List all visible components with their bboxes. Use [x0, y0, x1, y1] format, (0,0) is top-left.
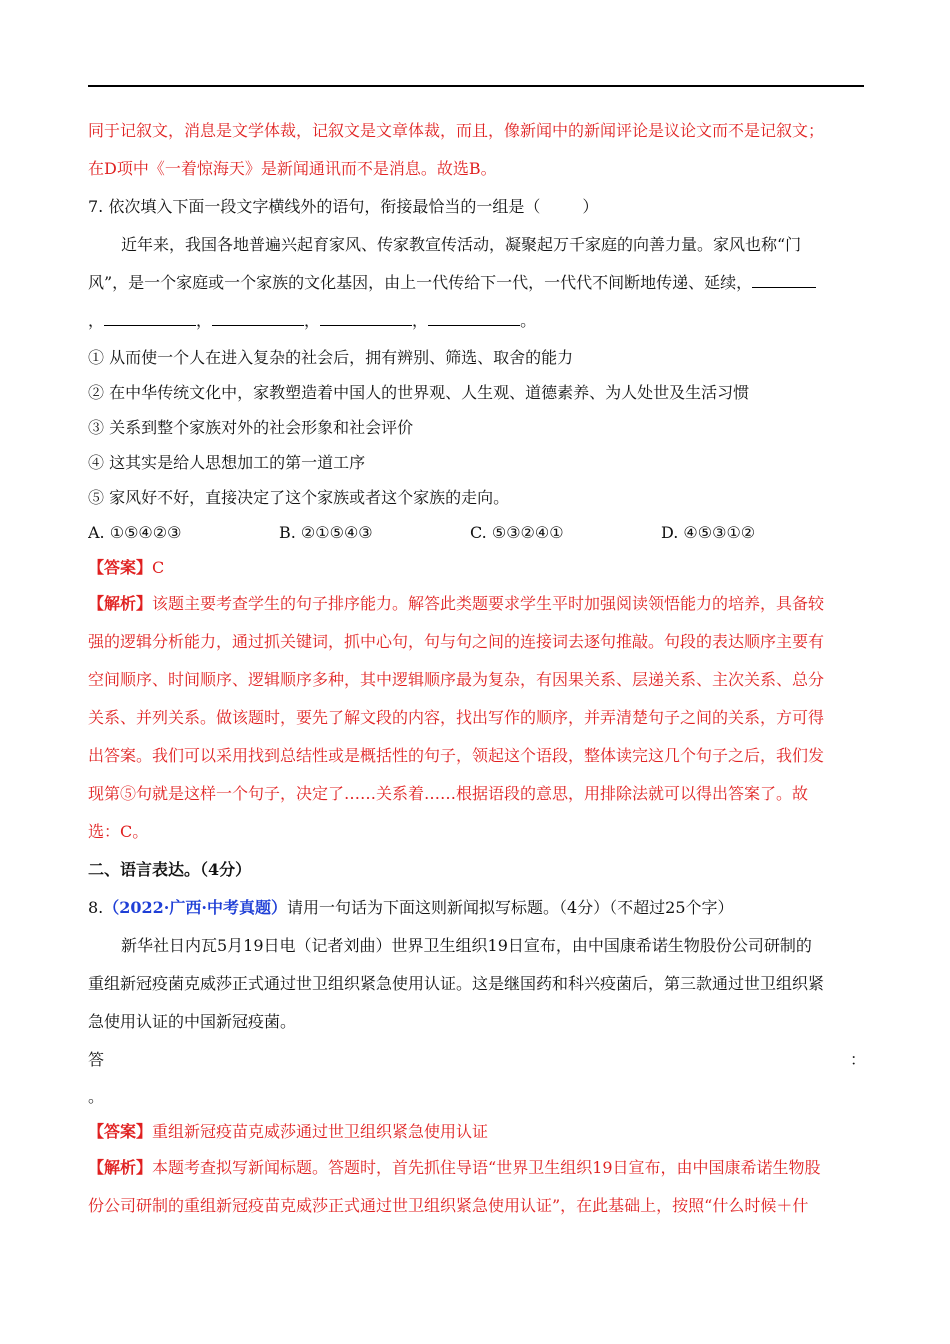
fill-blank-2[interactable] — [104, 309, 196, 326]
fill-blank-4[interactable] — [320, 309, 412, 326]
q8-source: （2022·广西·中考真题） — [103, 898, 287, 917]
q7-item: ① 从而使一个人在进入复杂的社会后，拥有辨别、筛选、取舍的能力 — [88, 348, 574, 367]
q7-item: ④ 这其实是给人思想加工的第一道工序 — [88, 453, 366, 472]
q8-answer: 【答案】重组新冠疫苗克威莎通过世卫组织紧急使用认证 — [88, 1122, 489, 1141]
prev-analysis-line-2: 在D项中《一着惊海天》是新闻通讯而不是消息。故选B。 — [88, 159, 497, 178]
q7-analysis-line: 出答案。我们可以采用找到总结性或是概括性的句子，领起这个语段，整体读完这几个句子之后，我们发 — [88, 746, 825, 765]
q8-news-line: 重组新冠疫菌克威莎正式通过世卫组织紧急使用认证。这是继国药和科兴疫菌后，第三款通过世卫组织紧 — [88, 974, 825, 993]
q7-analysis-line: 空间顺序、时间顺序、逻辑顺序多种，其中逻辑顺序最为复杂，有因果关系、层递关系、主次关系、总分 — [88, 670, 825, 689]
q8-news-line: 新华社日内瓦5月19日电（记者刘曲）世界卫生组织19日宣布，由中国康希诺生物股份公司研制的 — [121, 936, 812, 955]
fill-blank-5[interactable] — [428, 309, 520, 326]
q7-item: ② 在中华传统文化中，家教塑造着中国人的世界观、人生观、道德素养、为人处世及生活习惯 — [88, 383, 750, 402]
q7-answer: 【答案】C — [88, 558, 165, 577]
q7-options — [88, 515, 866, 550]
q7-analysis-line: 选：C。 — [88, 822, 149, 841]
q8-news-line: 急使用认证的中国新冠疫菌。 — [88, 1012, 297, 1031]
q7-item: ③ 关系到整个家族对外的社会形象和社会评价 — [88, 418, 414, 437]
q7-stem: 7. 依次填入下面一段文字横线外的语句，衔接最恰当的一组是（ ） — [88, 197, 599, 216]
prev-analysis-line-1: 同于记叙文，消息是文学体裁，记叙文是文章体裁，而且，像新闻中的新闻评论是议论文而不是记叙文； — [88, 121, 825, 140]
q8-analysis-line: 【解析】本题考查拟写新闻标题。答题时，首先抓住导语“世界卫生组织19日宣布，由中国康希诺生物股 — [88, 1158, 821, 1177]
q7-passage-line-1: 近年来，我国各地普遍兴起育家风、传家教宣传活动，凝聚起万千家庭的向善力量。家风也称“门 — [121, 235, 802, 254]
q8-analysis-line: 份公司研制的重组新冠疫苗克威莎正式通过世卫组织紧急使用认证”，在此基础上，按照“什么时候＋什 — [88, 1196, 809, 1215]
q7-passage-line-2: 风”，是一个家庭或一个家族的文化基因，由上一代传给下一代，一代代不间断地传递、延续， — [88, 264, 866, 302]
q7-analysis-line: 关系、并列关系。做该题时，要先了解文段的内容，找出写作的顺序，并弄清楚句子之间的关系，方可得 — [88, 708, 825, 727]
q7-option-c: C. ⑤③②④① — [470, 523, 564, 542]
q7-item: ⑤ 家风好不好，直接决定了这个家族或者这个家族的走向。 — [88, 488, 510, 507]
page-content — [88, 112, 866, 1225]
q7-analysis-line: 现第⑤句就是这样一个句子，决定了……关系着……根据语段的意思，用排除法就可以得出答案了。故 — [88, 784, 809, 803]
fill-blank-3[interactable] — [212, 309, 304, 326]
header-rule — [88, 85, 864, 87]
q8-answer-line[interactable]: 答 ： — [88, 1050, 866, 1069]
q7-analysis-line: 【解析】该题主要考查学生的句子排序能力。解答此类题要求学生平时加强阅读领悟能力的培养，具备较 — [88, 594, 825, 613]
q7-option-b: B. ②①⑤④③ — [279, 523, 373, 542]
q8-answer-end: 。 — [88, 1087, 105, 1106]
section-title: 二、语言表达。（4分） — [88, 860, 252, 879]
q8-stem: 8.（2022·广西·中考真题）请用一句话为下面这则新闻拟写标题。（4分）（不超过25个字） — [88, 898, 734, 917]
q7-option-a: A. ①⑤④②③ — [88, 523, 182, 542]
q7-option-d: D. ④⑤③①② — [661, 523, 756, 542]
fill-blank-1[interactable] — [752, 271, 816, 288]
q7-passage-line-3: ， ， ， ， 。 — [88, 311, 537, 330]
q7-analysis-line: 强的逻辑分析能力，通过抓关键词，抓中心句，句与句之间的连接词去逐句推敲。句段的表达顺序主要有 — [88, 632, 825, 651]
